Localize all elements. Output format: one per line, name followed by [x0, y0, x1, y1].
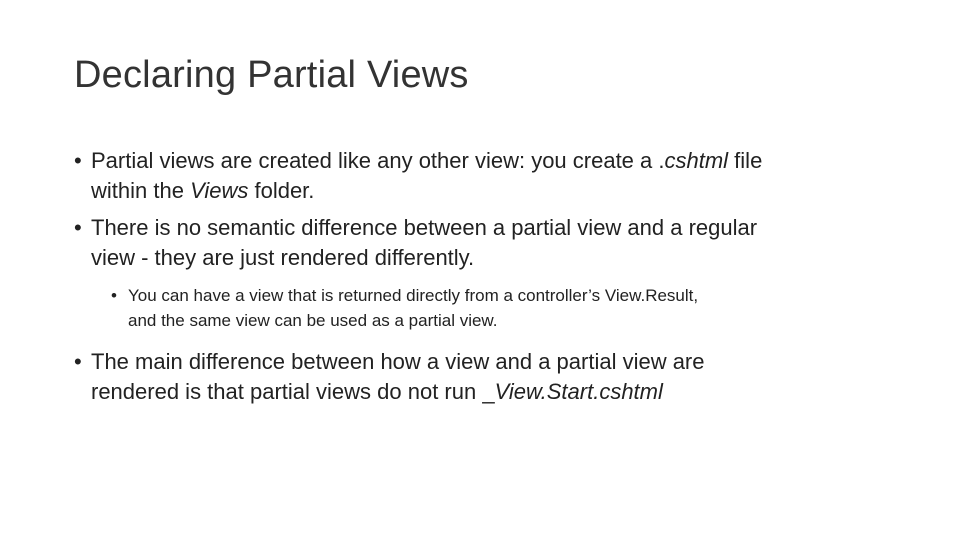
bullet-text: within the: [91, 178, 191, 203]
italic-text: cshtml: [664, 148, 729, 173]
slide-title: Declaring Partial Views: [74, 54, 469, 96]
bullet-text: and the same view can be used as a partial view.: [128, 311, 498, 330]
bullet-item: [74, 347, 914, 407]
bullet-line: [91, 213, 914, 243]
bullet-list: [74, 146, 914, 414]
bullet-line: [91, 146, 914, 176]
italic-text: View.Start.cshtml: [494, 379, 663, 404]
bullet-text: rendered is that partial views do not run _: [91, 379, 495, 404]
bullet-item: [111, 283, 914, 333]
bullet-line: [128, 283, 914, 308]
bullet-line: [91, 347, 914, 377]
bullet-text: view - they are just rendered differently.: [91, 245, 475, 270]
bullet-text: file: [728, 148, 763, 173]
bullet-text: folder.: [248, 178, 315, 203]
italic-text: Views: [190, 178, 249, 203]
bullet-line: [91, 243, 914, 273]
bullet-line: [91, 176, 914, 206]
bullet-text: Partial views are created like any other view: you create a .: [91, 148, 665, 173]
bullet-marker: •: [74, 148, 82, 173]
bullet-line: [128, 308, 914, 333]
bullet-marker: •: [74, 215, 82, 240]
bullet-line: [91, 377, 914, 407]
bullet-item: [74, 213, 914, 273]
bullet-text: There is no semantic difference between a partial view and a regular: [91, 215, 758, 240]
bullet-item: [74, 146, 914, 206]
bullet-marker: •: [111, 286, 117, 305]
bullet-marker: •: [74, 349, 82, 374]
bullet-text: You can have a view that is returned directly from a controller’s View.Result,: [128, 286, 699, 305]
bullet-text: The main difference between how a view and a partial view are: [91, 349, 705, 374]
